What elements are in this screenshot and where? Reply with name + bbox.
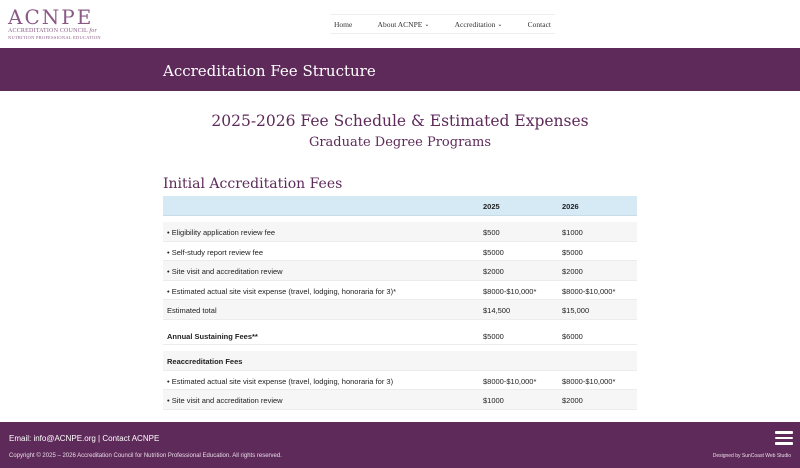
table-row [163,261,637,281]
row-label: Reaccreditation Fees [167,357,243,366]
schedule-subtitle: Graduate Degree Programs [308,135,492,150]
header-cell: 2026 [562,202,579,211]
nav-home[interactable]: Home [334,19,353,29]
chevron-down-icon: ⌄ [497,21,503,28]
table-row [163,222,637,242]
row-label: • Eligibility application review fee [167,228,276,237]
row-value-2025: $5000 [483,247,504,257]
table-row [163,390,637,410]
row-value-2026: $15,000 [562,306,590,315]
logo-tagline-line1: ACCREDITATION COUNCIL for [8,28,97,34]
page-title: Accreditation Fee Structure [163,62,376,80]
schedule-title: 2025-2026 Fee Schedule & Estimated Expenses [211,112,589,130]
row-value-2025: $2000 [483,267,504,276]
footer-contact [9,434,159,443]
row-value-2026: $2000 [562,267,583,276]
row-value-2025: $500 [483,228,500,237]
row-label: • Self-study report review fee [167,247,263,257]
row-value-2026: $1000 [562,228,583,237]
footer-copyright: Copyright © 2025 – 2026 Accreditation Council for Nutrition Professional Education. All rights reserved. [9,453,282,459]
row-label: • Site visit and accreditation review [167,396,283,405]
table-header [163,196,637,216]
row-value-2026: $8000-$10,000* [562,376,616,386]
footer-separator: | [95,434,103,443]
site-header [0,0,800,48]
nav-accreditation[interactable]: Accreditation ⌄ [454,19,503,29]
row-value-2025: $8000-$10,000* [483,376,537,386]
row-value-2025: $1000 [483,396,504,405]
table-row [163,300,637,320]
chevron-down-icon: ⌄ [424,21,430,28]
table-row [163,281,637,301]
row-value-2026: $6000 [562,331,583,341]
table-row [163,371,637,391]
logo-tagline-line2: NUTRITION PROFESSIONAL EDUCATION [8,35,101,40]
row-value-2025: $14,500 [483,306,511,315]
footer-email-link[interactable]: Email: info@ACNPE.org [9,434,96,443]
logo-wordmark: ACNPE [8,5,94,29]
row-value-2026: $5000 [562,247,583,257]
row-value-2026: $2000 [562,396,583,405]
row-value-2025: $8000-$10,000* [483,286,537,296]
row-label: Estimated total [167,306,217,315]
page-banner [0,48,800,91]
row-label: • Site visit and accreditation review [167,267,283,276]
row-label: • Estimated actual site visit expense (travel, lodging, honoraria for 3) [167,376,394,386]
header-cell: 2025 [483,202,500,211]
row-label: Annual Sustaining Fees** [167,331,258,341]
row-label: • Estimated actual site visit expense (travel, lodging, honoraria for 3)* [167,286,396,296]
footer-contact-link[interactable]: Contact ACNPE [102,434,160,443]
nav-about[interactable]: About ACNPE ⌄ [377,19,430,29]
nav-contact[interactable]: Contact [527,19,551,29]
table-row [163,326,637,346]
site-footer [0,422,800,468]
main-nav [330,14,555,34]
table-row [163,242,637,262]
footer-designer-credit[interactable]: Designed by SunCoast Web Studio [712,453,791,459]
row-value-2025: $5000 [483,331,504,341]
table-row [163,351,637,371]
hamburger-menu-icon[interactable] [775,431,793,445]
site-logo[interactable] [8,6,108,41]
row-value-2026: $8000-$10,000* [562,286,616,296]
section-title: Initial Accreditation Fees [163,176,343,192]
fee-table [163,196,637,410]
